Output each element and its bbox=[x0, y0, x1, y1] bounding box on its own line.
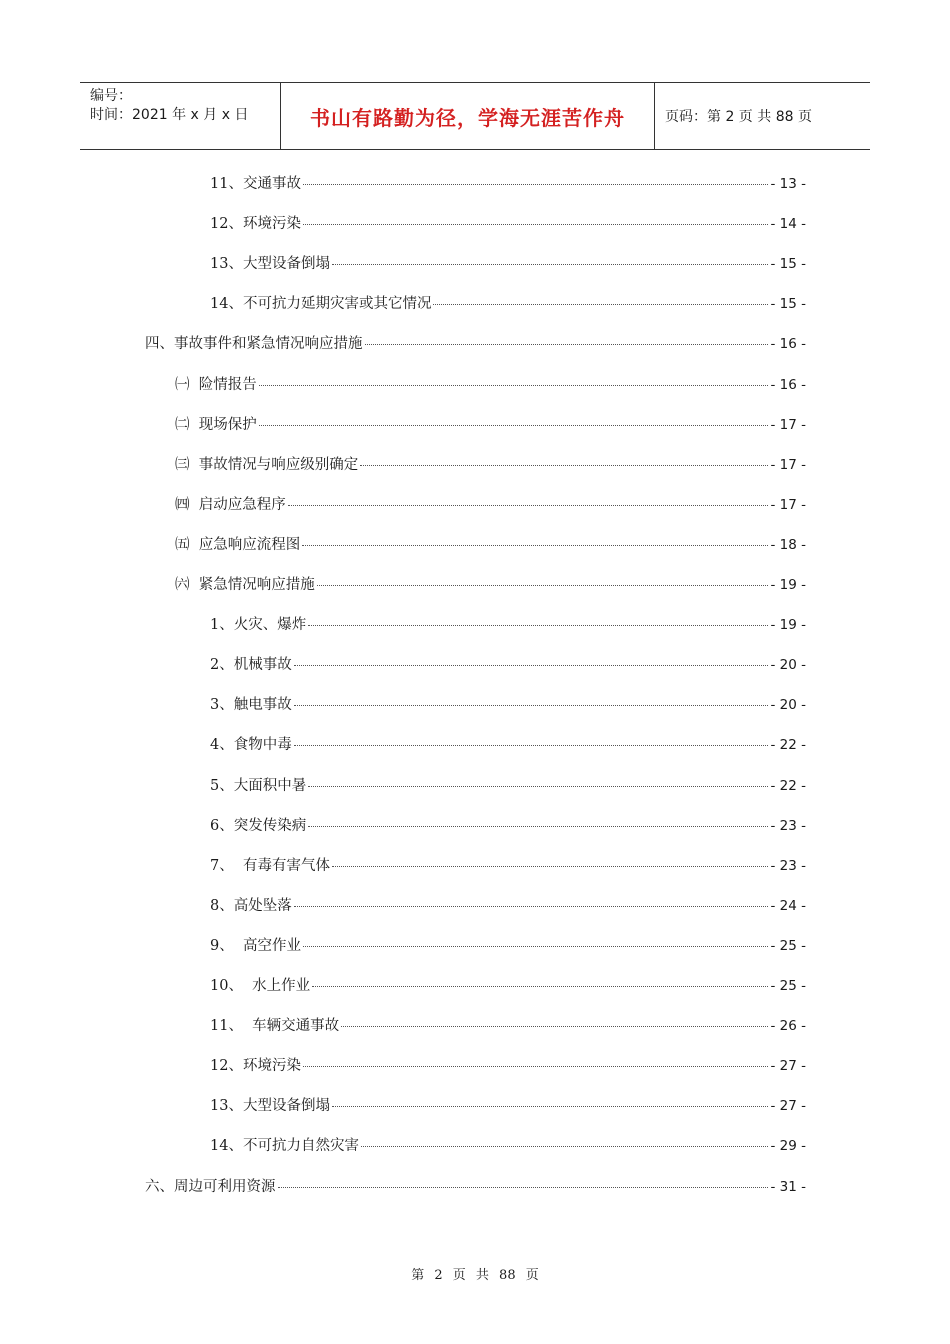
toc-entry[interactable] bbox=[175, 453, 806, 475]
document-time-label: 时间：2021 年 x 月 x 日 bbox=[90, 107, 249, 123]
toc-entry-page-number: - 13 - bbox=[770, 176, 806, 192]
toc-entry-title: 11、 车辆交通事故 bbox=[210, 1018, 340, 1035]
toc-entry-title: 6、突发传染病 bbox=[210, 817, 307, 834]
toc-entry-title: 8、高处坠落 bbox=[210, 897, 292, 914]
header-motto: 书山有路勤为径，学海无涯苦作舟 bbox=[280, 83, 655, 149]
toc-entry-page-number: - 17 - bbox=[770, 456, 806, 473]
header-page-info: 页码：第 2 页 共 88 页 bbox=[665, 109, 812, 125]
toc-entry-title: ㈠ 险情报告 bbox=[175, 376, 257, 393]
toc-entry-page-number: - 16 - bbox=[770, 336, 806, 353]
toc-entry[interactable] bbox=[210, 1094, 806, 1116]
toc-entry-title: 4、食物中毒 bbox=[210, 737, 292, 754]
toc-entry[interactable] bbox=[175, 493, 806, 515]
toc-entry-page-number: - 18 - bbox=[770, 536, 806, 553]
toc-dot-leader bbox=[332, 866, 769, 867]
toc-entry-page-number: - 25 - bbox=[770, 937, 806, 954]
toc-entry[interactable] bbox=[210, 774, 806, 796]
header-meta bbox=[80, 83, 280, 149]
toc-entry-title: 11、交通事故 bbox=[210, 176, 301, 192]
toc-entry-page-number: - 15 - bbox=[770, 256, 806, 273]
toc-entry[interactable] bbox=[175, 413, 806, 435]
toc-dot-leader bbox=[278, 1187, 769, 1188]
toc-entry[interactable] bbox=[210, 814, 806, 836]
toc-entry-page-number: - 16 - bbox=[770, 376, 806, 393]
toc-entry-title: 12、环境污染 bbox=[210, 216, 301, 233]
toc-entry-page-number: - 29 - bbox=[770, 1138, 806, 1155]
toc-entry[interactable] bbox=[210, 854, 806, 876]
toc-entry[interactable] bbox=[210, 172, 806, 194]
toc-entry-page-number: - 19 - bbox=[770, 577, 806, 593]
toc-entry[interactable] bbox=[210, 894, 806, 916]
toc-entry-title: ㈡ 现场保护 bbox=[175, 416, 257, 433]
toc-dot-leader bbox=[360, 465, 768, 466]
toc-dot-leader bbox=[259, 385, 769, 386]
toc-entry-title: 9、 高空作业 bbox=[210, 937, 301, 954]
toc-entry[interactable] bbox=[210, 693, 806, 715]
toc-dot-leader bbox=[332, 264, 769, 265]
toc-entry-title: 13、大型设备倒塌 bbox=[210, 256, 330, 273]
toc-entry-page-number: - 26 - bbox=[770, 1018, 806, 1035]
page-header bbox=[80, 82, 870, 150]
toc-entry[interactable] bbox=[175, 533, 806, 555]
toc-entry-page-number: - 15 - bbox=[770, 296, 806, 313]
toc-entry[interactable] bbox=[210, 1134, 806, 1156]
toc-entry-title: 3、触电事故 bbox=[210, 697, 292, 714]
toc-dot-leader bbox=[361, 1146, 769, 1147]
toc-entry[interactable] bbox=[210, 733, 806, 755]
toc-entry-title: 1、火灾、爆炸 bbox=[210, 617, 307, 634]
toc-entry-title: 四、事故事件和紧急情况响应措施 bbox=[145, 336, 363, 353]
toc-dot-leader bbox=[433, 304, 768, 305]
toc-entry[interactable] bbox=[175, 373, 806, 395]
toc-entry[interactable] bbox=[175, 573, 806, 595]
toc-entry-page-number: - 19 - bbox=[770, 617, 806, 634]
toc-entry-page-number: - 24 - bbox=[770, 897, 806, 914]
toc-entry-page-number: - 17 - bbox=[770, 416, 806, 433]
toc-entry-page-number: - 23 - bbox=[770, 857, 806, 874]
toc-dot-leader bbox=[312, 986, 768, 987]
toc-entry-page-number: - 14 - bbox=[770, 216, 806, 233]
toc-dot-leader bbox=[308, 786, 768, 787]
toc-entry-page-number: - 17 - bbox=[770, 496, 806, 513]
toc-entry-title: ㈣ 启动应急程序 bbox=[175, 496, 286, 513]
toc-entry-title: 12、环境污染 bbox=[210, 1058, 301, 1075]
toc-entry-title: 7、 有毒有害气体 bbox=[210, 857, 330, 874]
toc-dot-leader bbox=[294, 665, 769, 666]
toc-entry-page-number: - 25 - bbox=[770, 978, 806, 994]
toc-entry-page-number: - 31 - bbox=[770, 1178, 806, 1195]
toc-dot-leader bbox=[365, 344, 769, 345]
toc-entry[interactable] bbox=[210, 1014, 806, 1036]
toc-dot-leader bbox=[341, 1026, 768, 1027]
toc-entry-page-number: - 27 - bbox=[770, 1058, 806, 1075]
toc-entry-title: 2、机械事故 bbox=[210, 657, 292, 674]
toc-dot-leader bbox=[332, 1106, 769, 1107]
toc-dot-leader bbox=[308, 826, 768, 827]
toc-entry-title: 5、大面积中暑 bbox=[210, 777, 307, 794]
toc-entry[interactable] bbox=[210, 1054, 806, 1076]
toc-dot-leader bbox=[294, 745, 769, 746]
toc-entry[interactable] bbox=[210, 653, 806, 675]
toc-entry-page-number: - 27 - bbox=[770, 1098, 806, 1115]
toc-dot-leader bbox=[303, 224, 769, 225]
toc-dot-leader bbox=[303, 946, 769, 947]
toc-entry[interactable] bbox=[145, 332, 806, 354]
toc-entry-page-number: - 22 - bbox=[770, 737, 806, 754]
toc-dot-leader bbox=[302, 545, 768, 546]
toc-entry[interactable] bbox=[210, 974, 806, 996]
toc-dot-leader bbox=[308, 625, 768, 626]
toc-entry[interactable] bbox=[210, 212, 806, 234]
toc-dot-leader bbox=[259, 425, 769, 426]
toc-entry-title: 六、周边可利用资源 bbox=[145, 1178, 276, 1195]
toc-entry[interactable] bbox=[210, 613, 806, 635]
toc-entry-page-number: - 23 - bbox=[770, 817, 806, 834]
toc-entry-title: 10、 水上作业 bbox=[210, 978, 311, 994]
toc-entry-title: ㈤ 应急响应流程图 bbox=[175, 536, 301, 553]
toc-entry[interactable] bbox=[210, 934, 806, 956]
toc-entry-title: 14、不可抗力自然灾害 bbox=[210, 1138, 359, 1155]
toc-entry-title: 13、大型设备倒塌 bbox=[210, 1098, 330, 1115]
page-footer: 第 2 页 共 88 页 bbox=[411, 1268, 539, 1283]
toc-entry-page-number: - 22 - bbox=[770, 777, 806, 794]
toc-dot-leader bbox=[317, 585, 769, 586]
toc-dot-leader bbox=[294, 705, 769, 706]
toc-dot-leader bbox=[294, 906, 769, 907]
toc-entry[interactable] bbox=[145, 1175, 806, 1197]
toc-entry-title: ㈢ 事故情况与响应级别确定 bbox=[175, 456, 359, 473]
toc-dot-leader bbox=[288, 505, 769, 506]
toc-entry[interactable] bbox=[210, 252, 806, 274]
toc-dot-leader bbox=[303, 184, 769, 185]
toc-entry[interactable] bbox=[210, 292, 806, 314]
toc-entry-page-number: - 20 - bbox=[770, 697, 806, 714]
toc-entry-title: 14、不可抗力延期灾害或其它情况 bbox=[210, 296, 432, 313]
toc-entry-page-number: - 20 - bbox=[770, 657, 806, 674]
toc-dot-leader bbox=[303, 1066, 769, 1067]
document-number-label: 编号： bbox=[90, 88, 132, 104]
toc-entry-title: ㈥ 紧急情况响应措施 bbox=[175, 577, 315, 593]
